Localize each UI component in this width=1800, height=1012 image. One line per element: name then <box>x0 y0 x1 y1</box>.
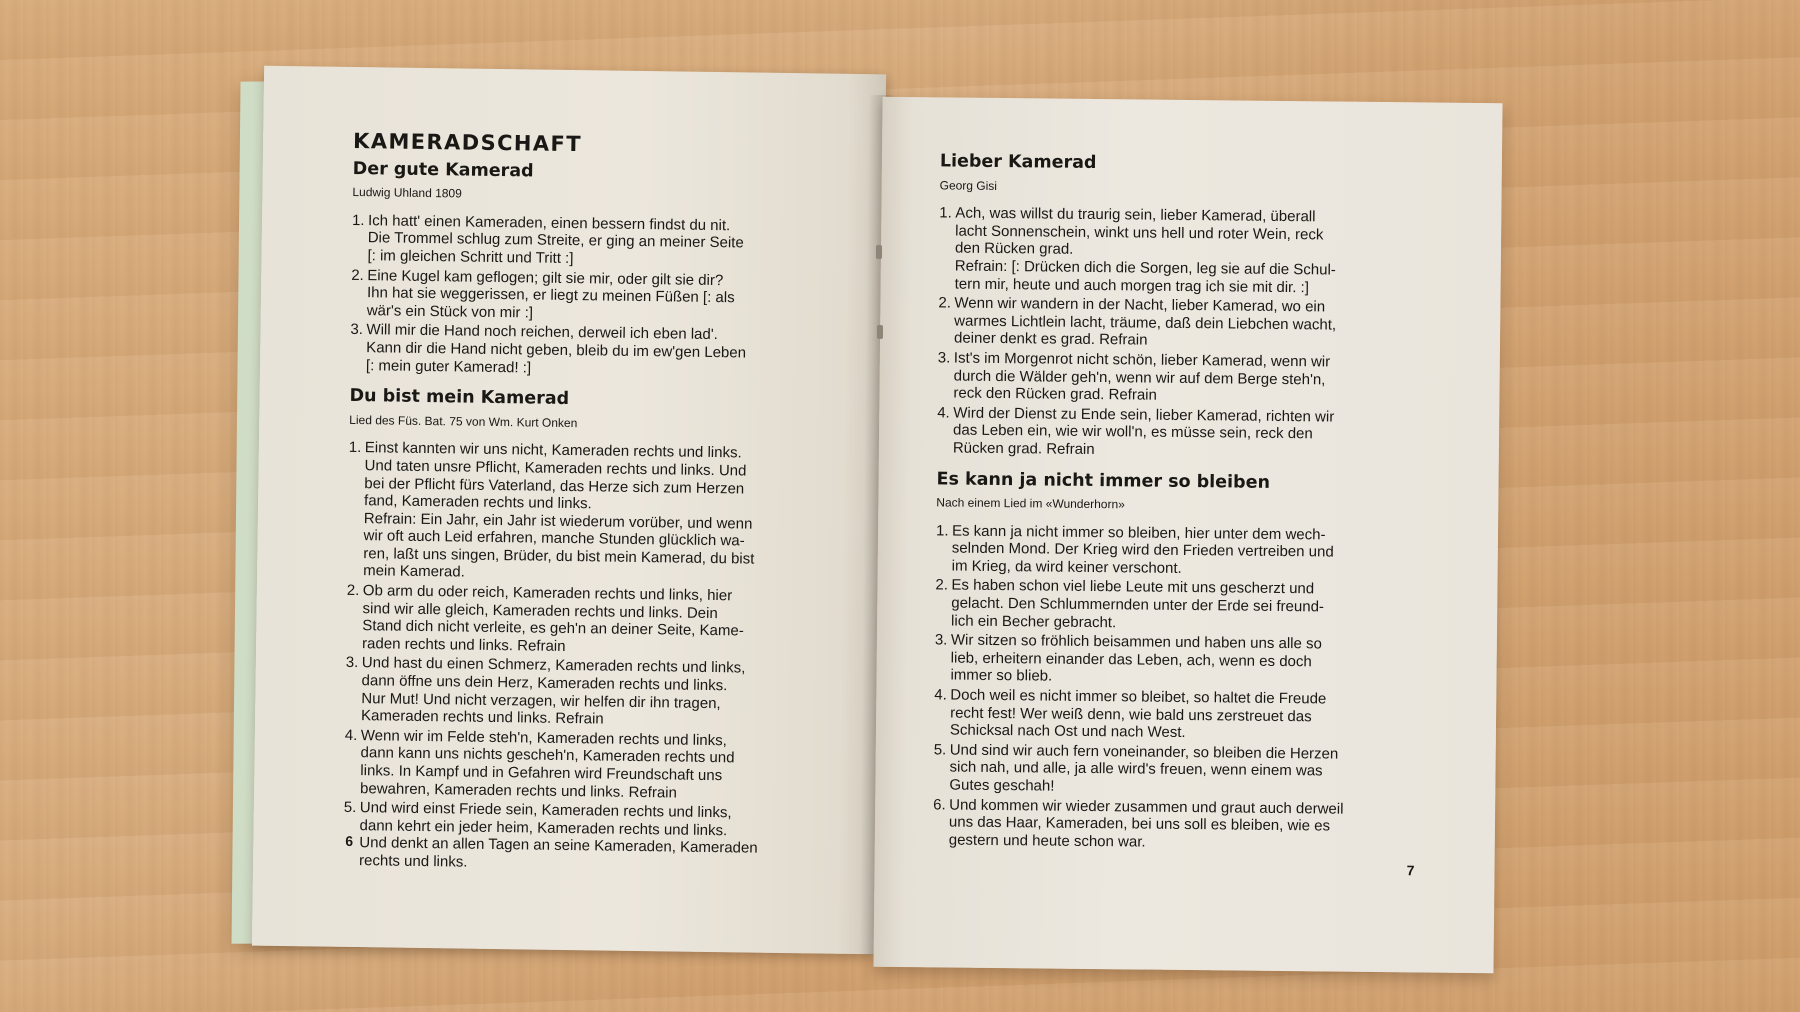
verse-number: 1. <box>351 211 365 229</box>
verse-line: Gutes geschah! <box>949 776 1055 795</box>
verse-number: 3. <box>350 321 364 339</box>
verse-line: dann kehrt ein jeder heim, Kameraden rechts und links. <box>359 816 728 840</box>
song-block <box>937 153 1400 461</box>
verse-text <box>367 212 792 271</box>
section-heading: KAMERADSCHAFT <box>352 128 583 157</box>
verse-text <box>367 267 792 326</box>
verse-text <box>953 349 1398 406</box>
verse-line: dann öffne uns dein Herz, Kameraden rechts und links. <box>361 672 728 695</box>
verse-line: Und kommen wir wieder zusammen und graut auch derweil <box>949 796 1344 818</box>
song-block <box>350 158 793 381</box>
right-page <box>873 97 1502 973</box>
verse-line: fand, Kameraden rechts und links. <box>363 492 592 513</box>
verse-line: durch die Wälder geh'n, wenn wir auf dem Berge steh'n, <box>953 367 1326 388</box>
verse-number: 5. <box>933 741 947 759</box>
verse-text <box>949 796 1394 853</box>
verse <box>934 686 1395 744</box>
verse-line: Die Trommel schlug zum Streite, er ging an meiner Seite <box>367 229 744 252</box>
verse-line: bei der Pflicht fürs Vaterland, das Herze sich zum Herzen <box>364 474 745 497</box>
verse-line: recht fest! Wer weiß denn, wie bald uns zerstreuet das <box>950 704 1312 725</box>
page-number-left: 6 <box>345 832 354 850</box>
verse-text <box>954 295 1399 352</box>
verse-line: Einst kannten wir uns nicht, Kameraden rechts und links. <box>364 439 742 462</box>
verse-number: 1. <box>348 439 362 457</box>
verse-line: sind wir alle gleich, Kameraden rechts und links. Dein <box>362 599 718 622</box>
verse-text <box>362 582 787 658</box>
verse-text <box>953 404 1398 461</box>
verse-number: 2. <box>351 266 364 284</box>
verse-line: [: im gleichen Schritt und Tritt :] <box>367 247 574 268</box>
verse-line: Kann dir die Hand nicht geben, bleib du im ew'gen Leben <box>366 339 747 362</box>
verse-line: Und wird einst Friede sein, Kameraden rechts und links, <box>359 799 732 822</box>
song-block <box>933 468 1397 854</box>
verse-line: links. In Kampf und in Gefahren wird Freundschaft uns <box>360 762 723 785</box>
verse-line: wär's ein Stück von mir :] <box>366 301 534 322</box>
verse-line: lich ein Becher gebracht. <box>951 612 1117 631</box>
verse-line: den Rücken grad. <box>954 239 1074 259</box>
verse-line: Eine Kugel kam geflogen; gilt sie mir, oder gilt sie dir? <box>367 266 724 289</box>
verse-text <box>363 439 789 586</box>
verse-line: immer so blieb. <box>950 666 1053 686</box>
verse-text <box>949 741 1394 798</box>
verse-line: Wenn wir im Felde steh'n, Kameraden rechts und links, <box>360 726 728 750</box>
verse <box>346 582 787 659</box>
verse <box>939 205 1400 298</box>
song-title: Du bist mein Kamerad <box>349 386 570 410</box>
right-page-content <box>933 153 1400 867</box>
verse-line: lieb, erheitern einander das Leben, ach, wenn es doch <box>950 649 1312 671</box>
verse-text <box>359 799 784 875</box>
staple-bottom <box>877 325 883 339</box>
verse-line: Nur Mut! Und nicht verzagen, wir helfen dir ihn tragen, <box>361 689 721 712</box>
verse-line: reck den Rücken grad. Refrain <box>953 384 1157 404</box>
verse-line: Wird der Dienst zu Ende sein, lieber Kamerad, richten wir <box>953 404 1335 426</box>
left-page-content <box>343 128 793 890</box>
right-songs <box>933 153 1400 853</box>
verse-line: deiner denkt es grad. Refrain <box>953 329 1148 349</box>
verse-line: lacht Sonnenschein, winkt uns hell und roter Wein, reck <box>955 222 1324 244</box>
verse-line: selnden Mond. Der Krieg wird den Frieden vertreiben und <box>951 539 1334 561</box>
verse-line: tern mir, heute und auch morgen trag ich sie mit dir. :] <box>954 275 1310 296</box>
staple-top <box>876 245 882 259</box>
verse-number: 4. <box>937 404 950 422</box>
verse-line: Und denkt an allen Tagen an seine Kameraden, Kameraden <box>359 834 758 858</box>
verse-line: rechts und links. <box>358 852 468 871</box>
verse-line: Kameraden rechts und links. Refrain <box>360 707 604 728</box>
verse-number: 4. <box>344 726 358 744</box>
verse-line: Es haben schon viel liebe Leute mit uns gescherzt und <box>951 576 1315 598</box>
verse-text <box>951 577 1396 634</box>
verse-line: im Krieg, da wird keiner verschont. <box>951 557 1182 577</box>
verse-number: 6. <box>933 795 946 814</box>
verse <box>343 799 784 876</box>
verse-line: Refrain: Ein Jahr, ein Jahr ist wiederum vorüber, und wenn <box>363 509 753 533</box>
verse-line: Ihn hat sie weggerissen, er liegt zu meinen Füßen [: als <box>366 284 735 307</box>
song-author: Ludwig Uhland 1809 <box>352 185 462 201</box>
verse-number: 2. <box>346 581 360 600</box>
verse-line: uns das Haar, Kameraden, bei uns soll es bleiben, wie es <box>948 813 1331 835</box>
verse-line: gelacht. Den Schlummernden unter der Erde sei freund- <box>951 594 1325 616</box>
verse <box>937 349 1398 407</box>
song-title: Der gute Kamerad <box>352 158 534 182</box>
page-number-right: 7 <box>1406 862 1415 879</box>
verse-line: dann kann uns nichts gescheh'n, Kameraden rechts und <box>360 744 735 767</box>
verse <box>350 321 791 380</box>
verse <box>933 796 1394 854</box>
verse <box>351 212 792 271</box>
verse-line: bewahren, Kameraden rechts und links. Refrain <box>359 779 678 802</box>
verse-text <box>952 522 1397 579</box>
verse-line: ren, laßt uns singen, Brüder, du bist mein Kamerad, du bist <box>363 545 755 568</box>
verse <box>938 295 1399 353</box>
verse-line: Stand dich nicht verleite, es geh'n an deiner Seite, Kame- <box>362 617 744 640</box>
song-author: Nach einem Lied im «Wunderhorn» <box>936 495 1125 512</box>
song-title: Lieber Kamerad <box>939 151 1097 174</box>
verse <box>347 439 789 586</box>
verse <box>344 727 785 804</box>
verse-number: 3. <box>345 654 359 672</box>
verse-line: Wenn wir wandern in der Nacht, lieber Kamerad, wo ein <box>954 294 1326 316</box>
verse-line: sich nah, und alle, ja alle wird's freuen, wenn einem was <box>949 758 1323 780</box>
verse-text <box>955 205 1400 298</box>
left-page <box>252 66 886 955</box>
verse-line: Und taten unsre Pflicht, Kameraden rechts und links. Und <box>364 457 747 480</box>
verse <box>937 404 1398 462</box>
verse-line: mein Kamerad. <box>363 562 465 582</box>
verse-text <box>361 655 786 731</box>
verse-line: Ich hatt' einen Kameraden, einen bessern findst du nit. <box>367 211 731 235</box>
verse-line: Es kann ja nicht immer so bleiben, hier unter dem wech- <box>951 522 1326 544</box>
verse-text <box>366 321 791 380</box>
verse-number: 3. <box>934 631 948 649</box>
verse-line: Ist's im Morgenrot nicht schön, lieber Kamerad, wenn wir <box>953 349 1331 371</box>
verse-line: Und hast du einen Schmerz, Kameraden rechts und links, <box>361 654 746 677</box>
verse-line: das Leben ein, wie wir woll'n, es müsse sein, reck den <box>952 421 1313 443</box>
verse <box>936 522 1397 580</box>
verse-number: 2. <box>935 576 949 594</box>
verse-text <box>950 632 1395 689</box>
verse-line: Refrain: [: Drücken dich die Sorgen, leg sie auf die Schul- <box>954 257 1336 279</box>
left-songs <box>343 158 793 876</box>
verse-line: [: mein guter Kamerad! :] <box>365 356 532 376</box>
song-block <box>343 388 790 876</box>
verse <box>934 632 1395 690</box>
verse-line: Wir sitzen so fröhlich beisammen und haben uns alle so <box>950 631 1322 653</box>
verse-number: 2. <box>938 294 952 312</box>
verse-line: wir oft auch Leid erfahren, manche Stunden glücklich wa- <box>363 527 745 550</box>
verse-number: 5. <box>343 799 357 817</box>
verse-line: gestern und heute schon war. <box>948 831 1146 851</box>
verse-line: Ach, was willst du traurig sein, lieber Kamerad, überall <box>955 204 1316 226</box>
verse-line: Schicksal nach Ost und nach West. <box>949 721 1186 742</box>
verse <box>933 741 1394 799</box>
verse-line: warmes Lichtlein lacht, träume, daß dein Liebchen wacht, <box>954 312 1337 334</box>
verse <box>345 654 786 731</box>
song-author: Georg Gisi <box>939 177 998 193</box>
verse-line: Rücken grad. Refrain <box>952 439 1095 458</box>
verse-number: 4. <box>934 686 947 704</box>
verse-text <box>950 687 1395 744</box>
song-author: Lied des Füs. Bat. 75 von Wm. Kurt Onken <box>349 412 578 430</box>
verse <box>935 577 1396 635</box>
verse <box>351 267 792 326</box>
verse-line: Will mir die Hand noch reichen, derweil ich eben lad'. <box>366 321 718 344</box>
verse-text <box>360 727 785 803</box>
verse-number: 1. <box>939 204 952 222</box>
verse-number: 1. <box>935 522 949 540</box>
verse-number: 3. <box>937 349 951 367</box>
verse-line: Ob arm du oder reich, Kameraden rechts und links, hier <box>362 582 733 605</box>
song-title: Es kann ja nicht immer so bleiben <box>936 468 1271 493</box>
verse-line: Doch weil es nicht immer so bleibet, so haltet die Freude <box>950 686 1327 708</box>
verse-line: raden rechts und links. Refrain <box>361 634 566 655</box>
verse-line: Und sind wir auch fern voneinander, so bleiben die Herzen <box>949 741 1339 763</box>
